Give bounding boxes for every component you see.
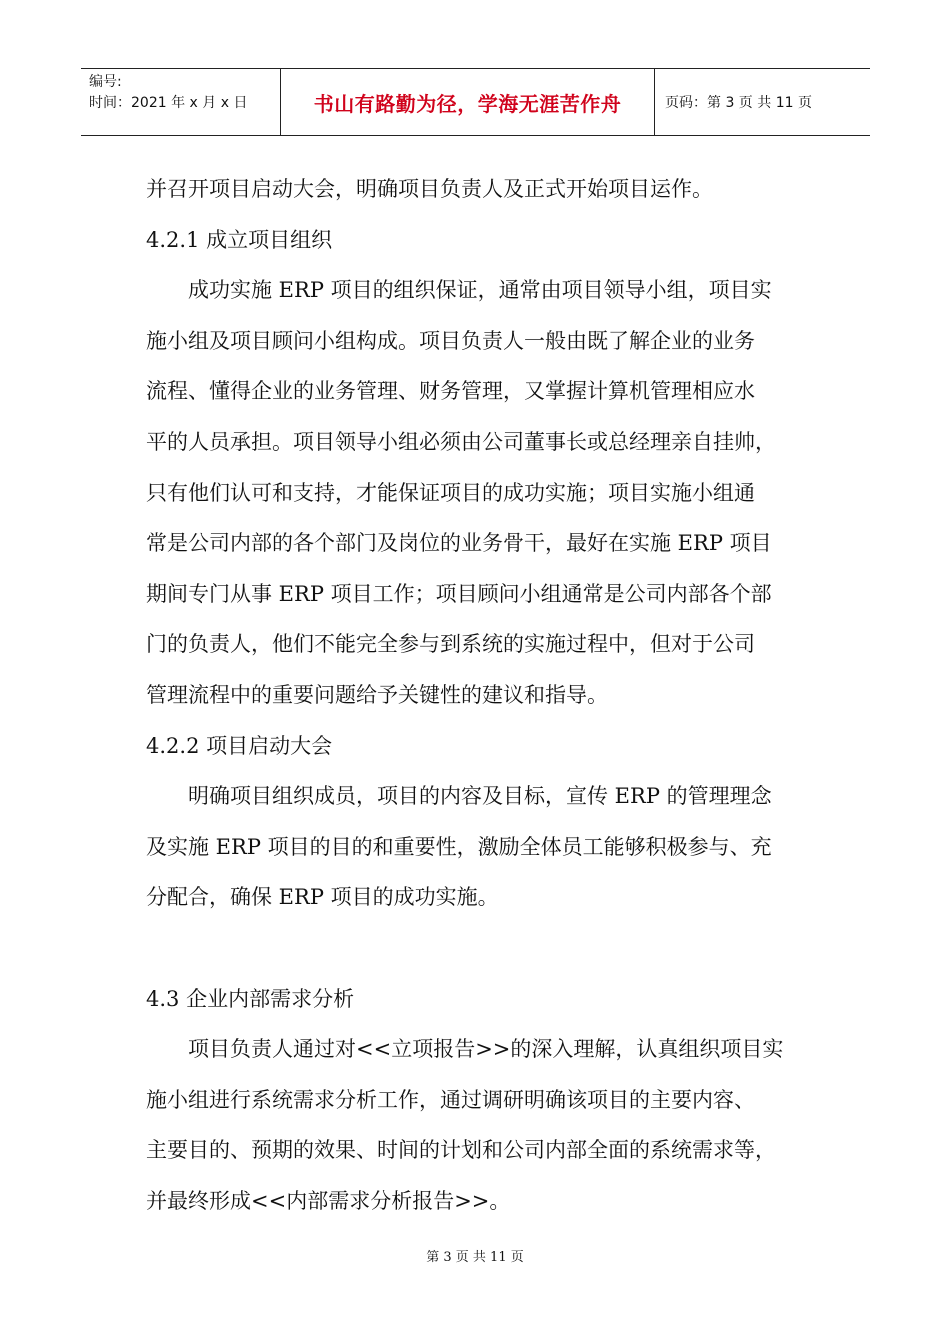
paragraph-line: 并最终形成<<内部需求分析报告>>。 — [146, 1188, 511, 1213]
paragraph-line: 主要目的、预期的效果、时间的计划和公司内部全面的系统需求等， — [146, 1138, 776, 1163]
header-motto: 书山有路勤为径，学海无涯苦作舟 — [281, 69, 655, 135]
header-meta-cell — [81, 69, 281, 135]
document-body — [146, 164, 806, 1226]
paragraph-line: 分配合，确保 ERP 项目的成功实施。 — [146, 885, 499, 910]
paragraph-line: 施小组进行系统需求分析工作，通过调研明确该项目的主要内容、 — [146, 1087, 755, 1112]
paragraph-line: 平的人员承担。项目领导小组必须由公司董事长或总经理亲自挂帅， — [146, 429, 776, 454]
section-heading-4-2-1: 4.2.1 成立项目组织 — [146, 227, 333, 252]
page-footer: 第 3 页 共 11 页 — [426, 1250, 524, 1265]
paragraph-line: 成功实施 ERP 项目的组织保证，通常由项目领导小组，项目实 — [188, 278, 772, 303]
paragraph-line: 期间专门从事 ERP 项目工作；项目顾问小组通常是公司内部各个部 — [146, 581, 772, 606]
document-date: 时间：2021 年 x 月 x 日 — [89, 95, 248, 111]
paragraph-line: 并召开项目启动大会，明确项目负责人及正式开始项目运作。 — [146, 177, 713, 201]
paragraph-line: 管理流程中的重要问题给予关键性的建议和指导。 — [146, 682, 608, 707]
page-header — [81, 68, 870, 136]
paragraph-line: 只有他们认可和支持，才能保证项目的成功实施；项目实施小组通 — [146, 480, 755, 505]
section-heading-4-3: 4.3 企业内部需求分析 — [146, 986, 355, 1011]
paragraph-line: 明确项目组织成员，项目的内容及目标，宣传 ERP 的管理理念 — [188, 784, 772, 809]
header-page-info: 页码：第 3 页 共 11 页 — [665, 95, 812, 111]
paragraph-line: 项目负责人通过对<<立项报告>>的深入理解，认真组织项目实 — [188, 1037, 784, 1062]
paragraph-line: 施小组及项目顾问小组构成。项目负责人一般由既了解企业的业务 — [146, 328, 755, 353]
section-heading-4-2-2: 4.2.2 项目启动大会 — [146, 733, 333, 758]
paragraph-line: 流程、懂得企业的业务管理、财务管理，又掌握计算机管理相应水 — [146, 379, 755, 404]
blank-line — [146, 923, 806, 974]
paragraph-line: 门的负责人，他们不能完全参与到系统的实施过程中，但对于公司 — [146, 632, 755, 657]
document-number-label: 编号: — [89, 74, 122, 90]
paragraph-line: 常是公司内部的各个部门及岗位的业务骨干，最好在实施 ERP 项目 — [146, 531, 772, 556]
paragraph-line: 及实施 ERP 项目的目的和重要性，激励全体员工能够积极参与、充 — [146, 834, 772, 859]
